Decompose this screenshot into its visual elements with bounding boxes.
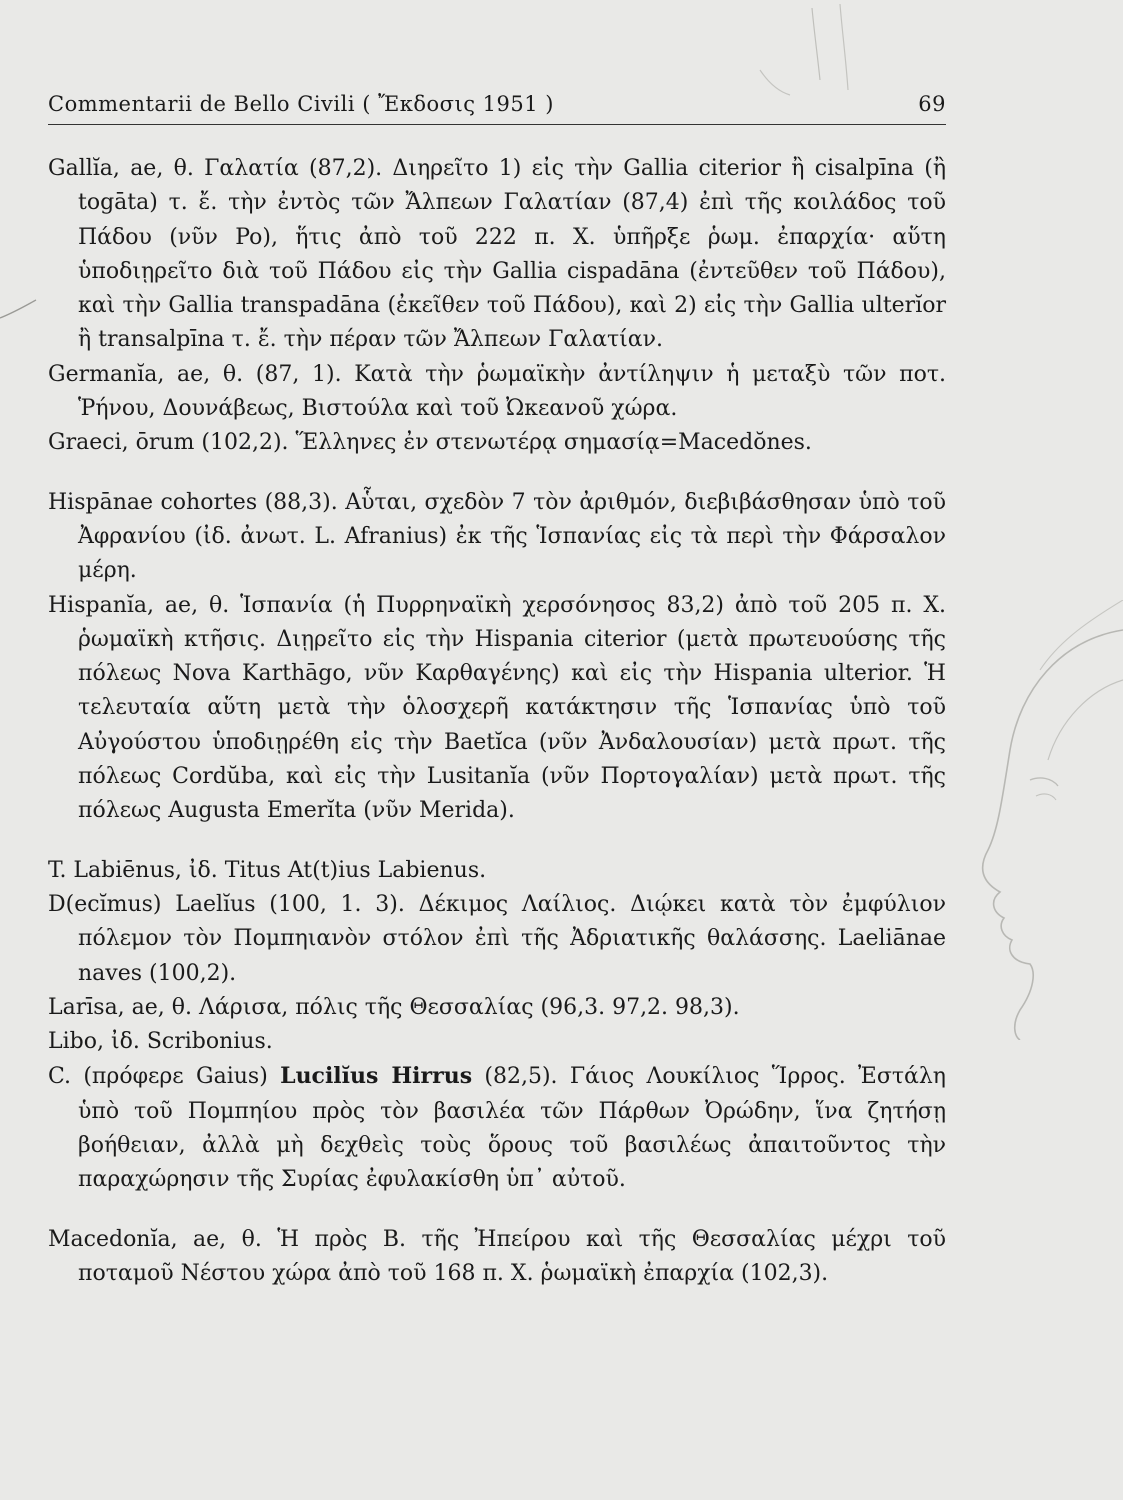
head-word: D(ecĭmus) Laelĭus — [48, 891, 256, 917]
page-number: 69 — [918, 92, 946, 116]
header-rule — [48, 124, 946, 125]
entry-text: Ἱσπανία (ἡ Πυρρηναϊκὴ χερσόνησος 83,2) ἀπὸ τοῦ 205 π. Χ. ῥωμαϊκὴ κτῆσις. Διῃρεῖτο εἰς τὴν Hispania citerior (μετὰ πρωτευούσης τῆς πόλεως Nova Karthāgo, νῦν Καρθαγένης) καὶ εἰς τὴν Hispania ulterior. Ἡ τελευταία αὕτη μετὰ τὴν ὁλοσχερῆ κατάκτησιν τῆς Ἱσπανίας ὑπὸ τοῦ Αὐγούστου ὑποδιῃρέθη εἰς τὴν Baetĭca (νῦν Ἀνδαλουσίαν) μετὰ πρωτ. τῆς πόλεως Cordŭba, καὶ εἰς τὴν Lusitanĭa (νῦν Πορτογαλίαν) μετὰ πρωτ. τῆς πόλεως Augusta Emerĭta (νῦν Merida). — [78, 592, 947, 824]
pencil-face-sketch — [940, 600, 1123, 1040]
entry-larisa — [48, 991, 946, 1025]
entry-text: (100, 1. 3). Δέκιμος Λαίλιος. Διῴκει κατὰ τὸν ἐμφύλιον πόλεμον τὸν Πομπηιανὸν στόλον ἐπὶ τῆς Ἀδριατικῆς θαλάσσης. Laeliānae naves (100,2). — [78, 891, 946, 986]
head-word: T. Labiēnus, — [48, 857, 182, 883]
running-title: Commentarii de Bello Civili ( Ἔκδοσις 1951 ) — [48, 92, 554, 116]
entry-text: Ἡ πρὸς Β. τῆς Ἠπείρου καὶ τῆς Θεσσαλίας μέχρι τοῦ ποταμοῦ Νέστου χώρα ἀπὸ τοῦ 168 π. Χ. ῥωμαϊκὴ ἐπαρχία (102,3). — [78, 1226, 947, 1286]
entry-lucilius-hirrus — [48, 1059, 946, 1197]
entry-germania — [48, 358, 946, 427]
head-word: Hispanĭa, ae, θ. — [48, 592, 230, 618]
entry-hispanae-cohortes — [48, 486, 946, 589]
entry-hispania — [48, 589, 946, 829]
entry-text: Γαλατία (87,2). Διηρεῖτο 1) εἰς τὴν Gallia citerior ἢ cisalpīna (ἢ togāta) τ. ἔ. τὴν ἐντὸς τῶν Ἄλπεων Γαλατίαν (87,4) ἐπὶ τῆς κοιλάδος τοῦ Πάδου (νῦν Po), ἥτις ἀπὸ τοῦ 222 π. Χ. ὑπῆρξε ῥωμ. ἐπαρχία· αὕτη ὑποδιῃρεῖτο διὰ τοῦ Πάδου εἰς τὴν Gallia cispadāna (ἐντεῦθεν τοῦ Πάδου), καὶ τὴν Gallia transpadāna (ἐκεῖθεν τοῦ Πάδου), καὶ 2) εἰς τὴν Gallia ulterĭor ἢ transalpīna τ. ἔ. τὴν πέραν τῶν Ἄλπεων Γαλατίαν. — [78, 156, 947, 353]
entry-graeci — [48, 426, 946, 460]
entry-text: ἰδ. Scribonius. — [110, 1029, 273, 1055]
head-word: Germanĭa, ae, θ. — [48, 361, 244, 387]
entry-macedonia — [48, 1223, 946, 1292]
entry-libo — [48, 1025, 946, 1059]
entry-laelius — [48, 888, 946, 991]
entry-text: Λάρισα, πόλις τῆς Θεσσαλίας (96,3. 97,2. 98,3). — [199, 994, 740, 1020]
entry-text: (87, 1). Κατὰ τὴν ῥωμαϊκὴν ἀντίληψιν ἡ μεταξὺ τῶν ποτ. Ῥήνου, Δουνάβεως, Βιστούλα καὶ τοῦ Ὠκεανοῦ χώρα. — [78, 361, 946, 422]
entry-labienus — [48, 854, 946, 888]
head-word: Larīsa, ae, θ. — [48, 994, 193, 1020]
entry-gallia — [48, 152, 946, 358]
entry-text: ἰδ. Titus At(t)ius Labienus. — [188, 857, 487, 883]
entry-text: (88,3). Αὗται, σχεδὸν 7 τὸν ἀριθμόν, διεβιβάσθησαν ὑπὸ τοῦ Ἀφρανίου (ἰδ. ἀνωτ. L. Afranius) ἐκ τῆς Ἱσπανίας εἰς τὰ περὶ τὴν Φάρσαλον μέρη. — [78, 489, 947, 584]
head-word: Libo, — [48, 1029, 104, 1055]
head-word: C. (πρόφερε Gaius) — [48, 1064, 268, 1090]
head-word: Hispānae cohortes — [48, 489, 258, 515]
entry-text: (102,2). Ἕλληνες ἐν στενωτέρᾳ σημασίᾳ=Macedŏnes. — [201, 430, 812, 456]
head-word: Graeci, ōrum — [48, 430, 195, 456]
running-header — [48, 92, 946, 116]
head-word: Macedonĭa, ae, θ. — [48, 1226, 262, 1252]
entry-text: (82,5). Γάιος Λουκίλιος Ἵρρος. Ἐστάλη ὑπὸ τοῦ Πομπηίου πρὸς τὸν βασιλέα τῶν Πάρθων Ὀρώδην, ἵνα ζητήσῃ βοήθειαν, ἀλλὰ μὴ δεχθεὶς τοὺς ὅρους τοῦ βασιλέως ἀπαιτοῦντος τὴν παραχώρησιν τῆς Συρίας ἐφυλακίσθη ὑπ᾽ αὐτοῦ. — [78, 1064, 946, 1193]
head-word: Gallĭa, ae, θ. — [48, 156, 194, 181]
bold-name: Lucilĭus Hirrus — [280, 1063, 473, 1090]
glossary-entries — [48, 152, 946, 1291]
